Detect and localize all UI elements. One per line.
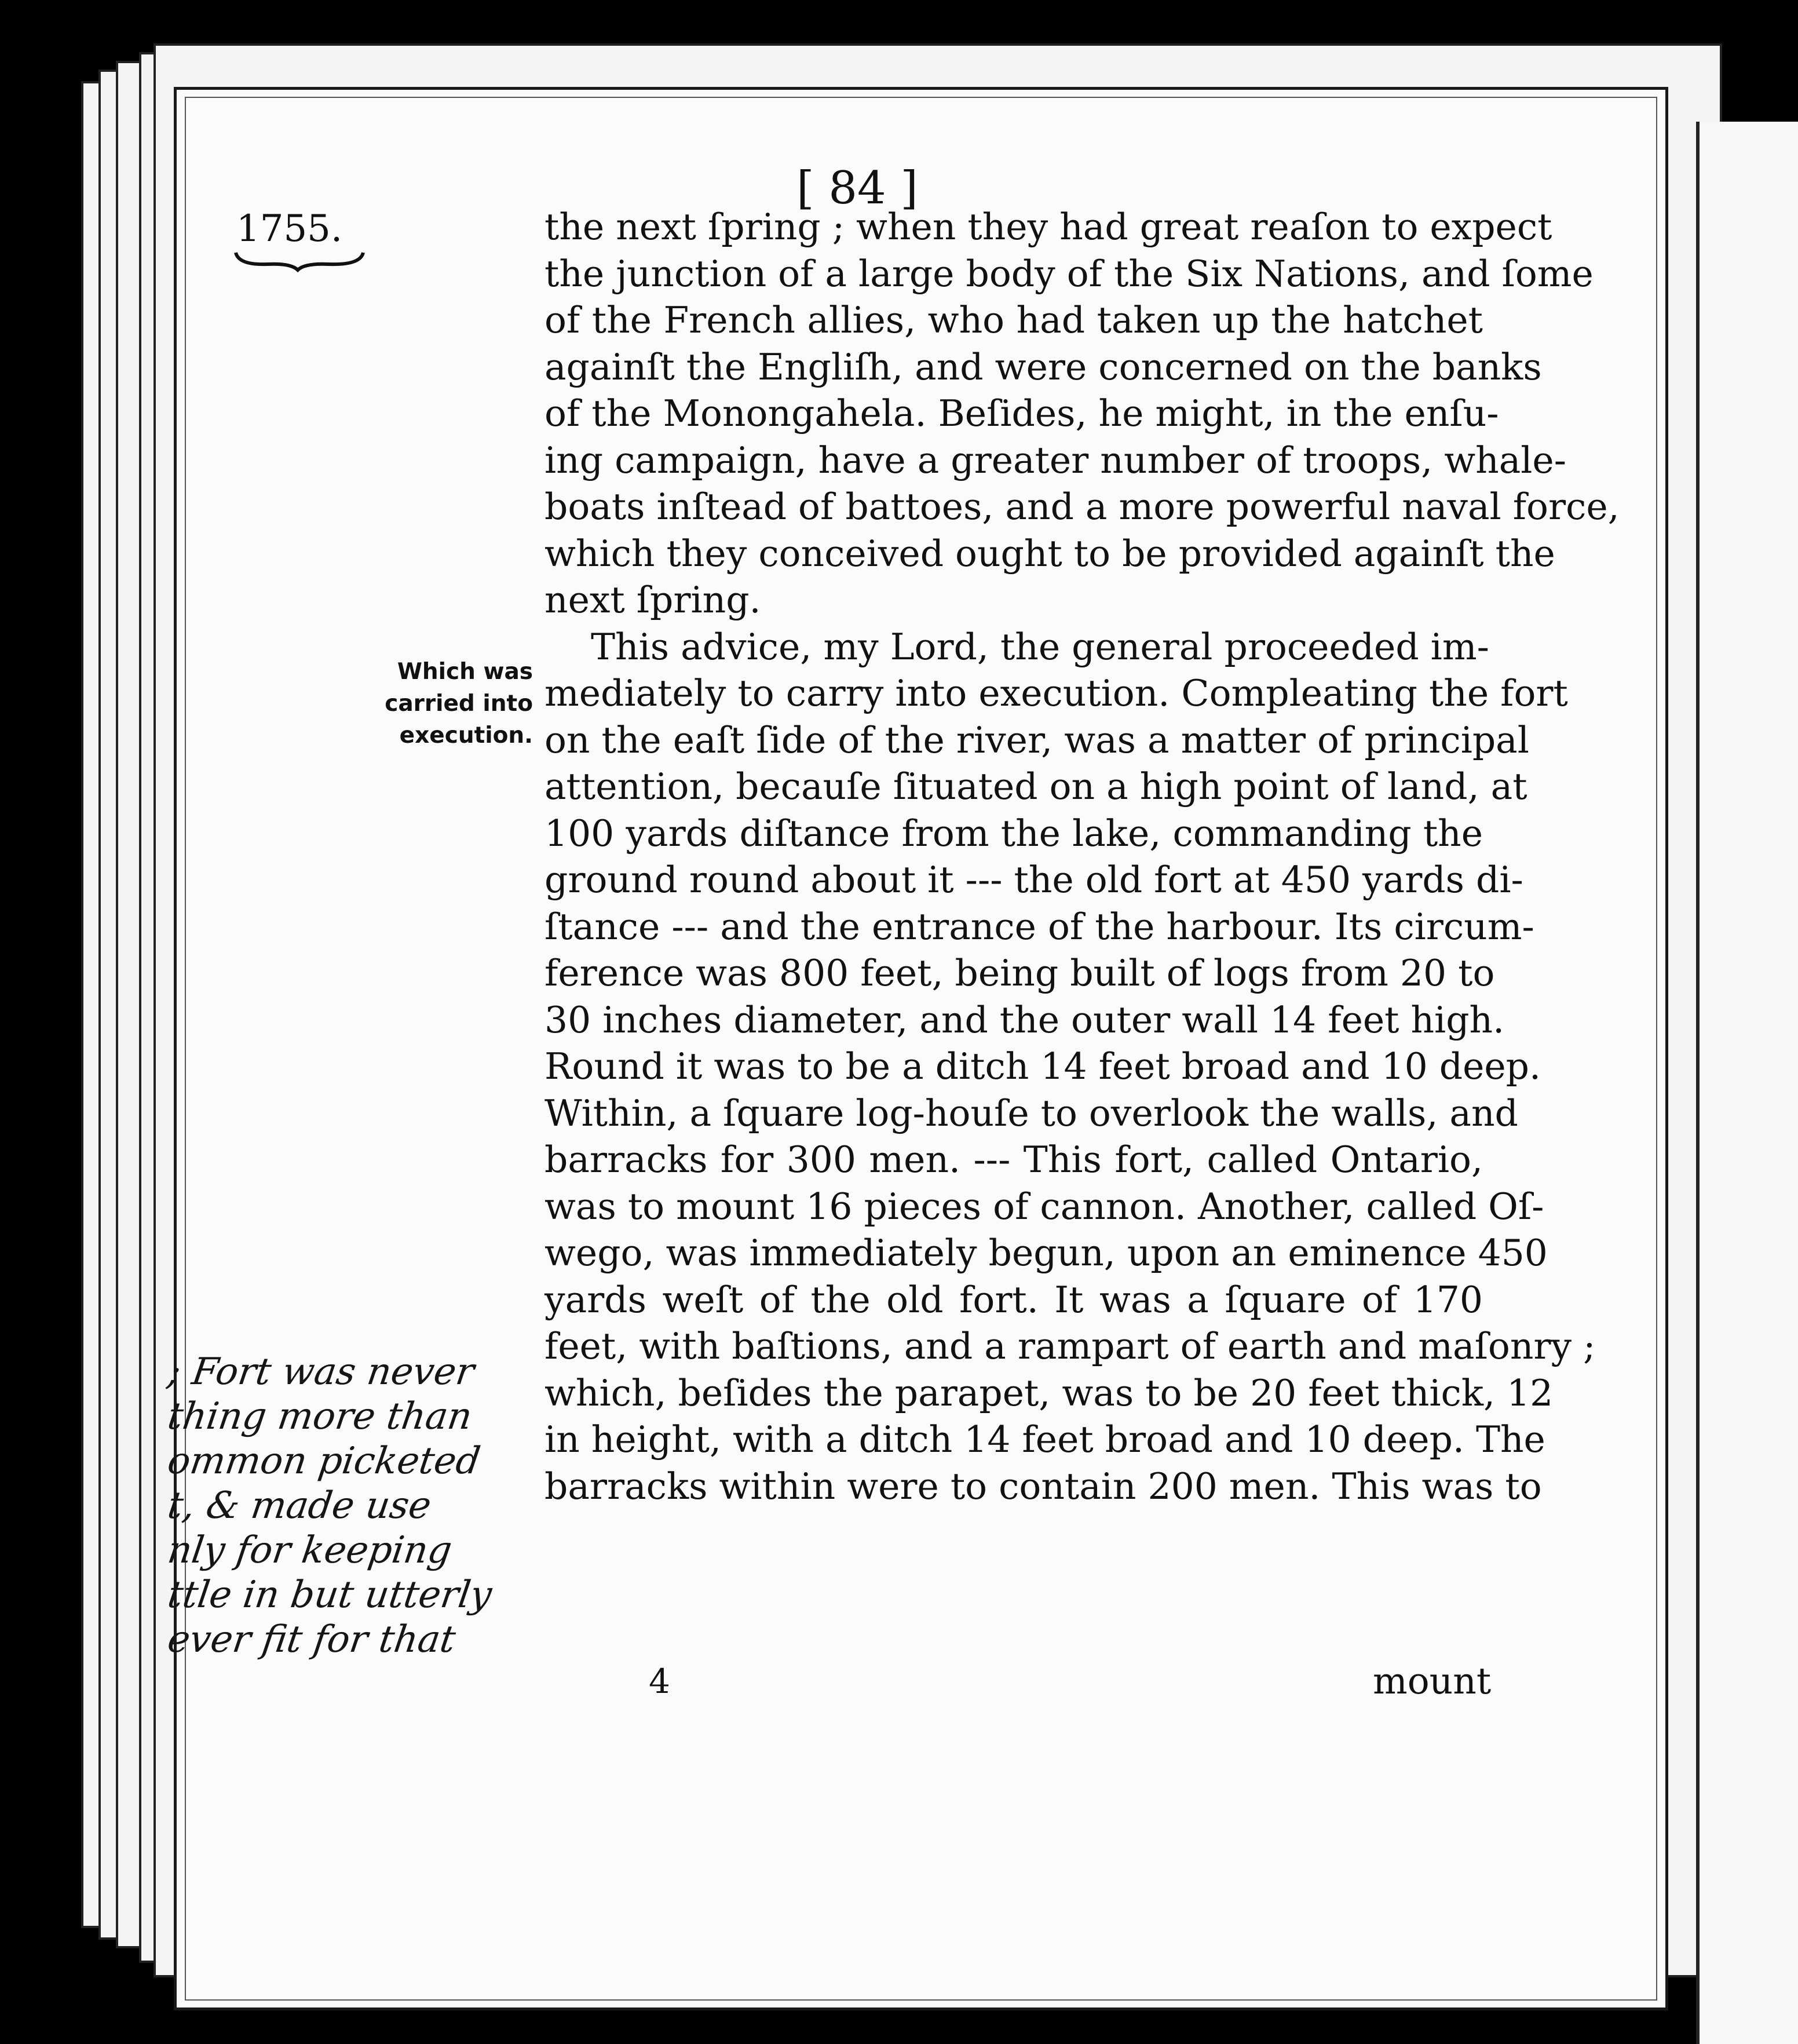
text-line: Within, a ſquare log-houſe to overlook the walls, and xyxy=(544,1092,1518,1134)
side-note-line: execution. xyxy=(399,722,533,749)
handwriting-line: ; Fort was never xyxy=(165,1351,477,1393)
handwriting-line: ommon picketed xyxy=(165,1440,483,1483)
side-note-line: carried into xyxy=(385,691,533,717)
handwriting-line: ttle in but utterly xyxy=(165,1574,495,1616)
side-note xyxy=(220,656,533,751)
text-line: mediately to carry into execution. Compleating the fort xyxy=(544,672,1568,714)
catchword: mount xyxy=(1373,1660,1492,1702)
handwriting-line: nly for keeping xyxy=(165,1529,455,1572)
text-line: in height, with a ditch 14 feet broad and 10 deep. The xyxy=(544,1418,1545,1461)
text-line: ſtance --- and the entrance of the harbour. Its circum- xyxy=(544,905,1534,948)
text-line: feet, with baſtions, and a rampart of earth and maſonry ; xyxy=(544,1325,1596,1367)
text-line: of the Monongahela. Beſides, he might, in the enſu- xyxy=(544,392,1499,435)
text-line: of the French allies, who had taken up the hatchet xyxy=(544,299,1483,341)
year-brace-mark xyxy=(233,248,366,271)
text-line: the next ſpring ; when they had great reaſon to expect xyxy=(544,206,1552,248)
text-line: againſt the Engliſh, and were concerned on the banks xyxy=(544,345,1542,388)
handwritten-annotation xyxy=(165,1350,550,1698)
signature-mark: 4 xyxy=(649,1662,670,1701)
handwriting-line: t, & made use xyxy=(165,1484,434,1527)
text-line: barracks within were to contain 200 men. This was to xyxy=(544,1465,1542,1508)
handwriting-line: ever fit for that xyxy=(165,1618,458,1661)
text-line: This advice, my Lord, the general proceeded im- xyxy=(591,625,1489,668)
body-text xyxy=(544,204,1620,1510)
text-line: Round it was to be a ditch 14 feet broad and 10 deep. xyxy=(544,1045,1541,1087)
text-line: next ſpring. xyxy=(544,579,761,621)
text-line: ing campaign, have a greater number of troops, whale- xyxy=(544,439,1566,481)
text-line: on the eaſt ſide of the river, was a matter of principal xyxy=(544,718,1529,761)
text-line: attention, becauſe ſituated on a high point of land, at xyxy=(544,765,1527,808)
text-line: ference was 800 feet, being built of logs from 20 to xyxy=(544,952,1495,994)
text-line: barracks for 300 men. --- This fort, called Ontario, xyxy=(544,1138,1483,1181)
page-number: [ 84 ] xyxy=(796,162,918,214)
text-line: wego, was immediately begun, upon an eminence 450 xyxy=(544,1232,1548,1274)
handwriting-line: thing more than xyxy=(165,1395,475,1438)
text-line: which they conceived ought to be provided againſt the xyxy=(544,532,1555,575)
text-line: which, beſides the parapet, was to be 20 feet thick, 12 xyxy=(544,1371,1554,1414)
text-line: boats inſtead of battoes, and a more powerful naval force, xyxy=(544,486,1620,528)
text-line: was to mount 16 pieces of cannon. Another, called Oſ- xyxy=(544,1185,1544,1228)
margin-year: 1755. xyxy=(236,207,343,250)
text-line: ground round about it --- the old fort at 450 yards di- xyxy=(544,859,1523,901)
facing-page-edge xyxy=(1696,122,1798,2044)
side-note-line: Which was xyxy=(397,659,533,685)
text-line: the junction of a large body of the Six Nations, and ſome xyxy=(544,252,1594,295)
text-line: yards weſt of the old fort. It was a ſquare of 170 xyxy=(544,1278,1483,1321)
text-line: 30 inches diameter, and the outer wall 14 feet high. xyxy=(544,998,1505,1041)
text-line: 100 yards diſtance from the lake, commanding the xyxy=(544,812,1483,855)
